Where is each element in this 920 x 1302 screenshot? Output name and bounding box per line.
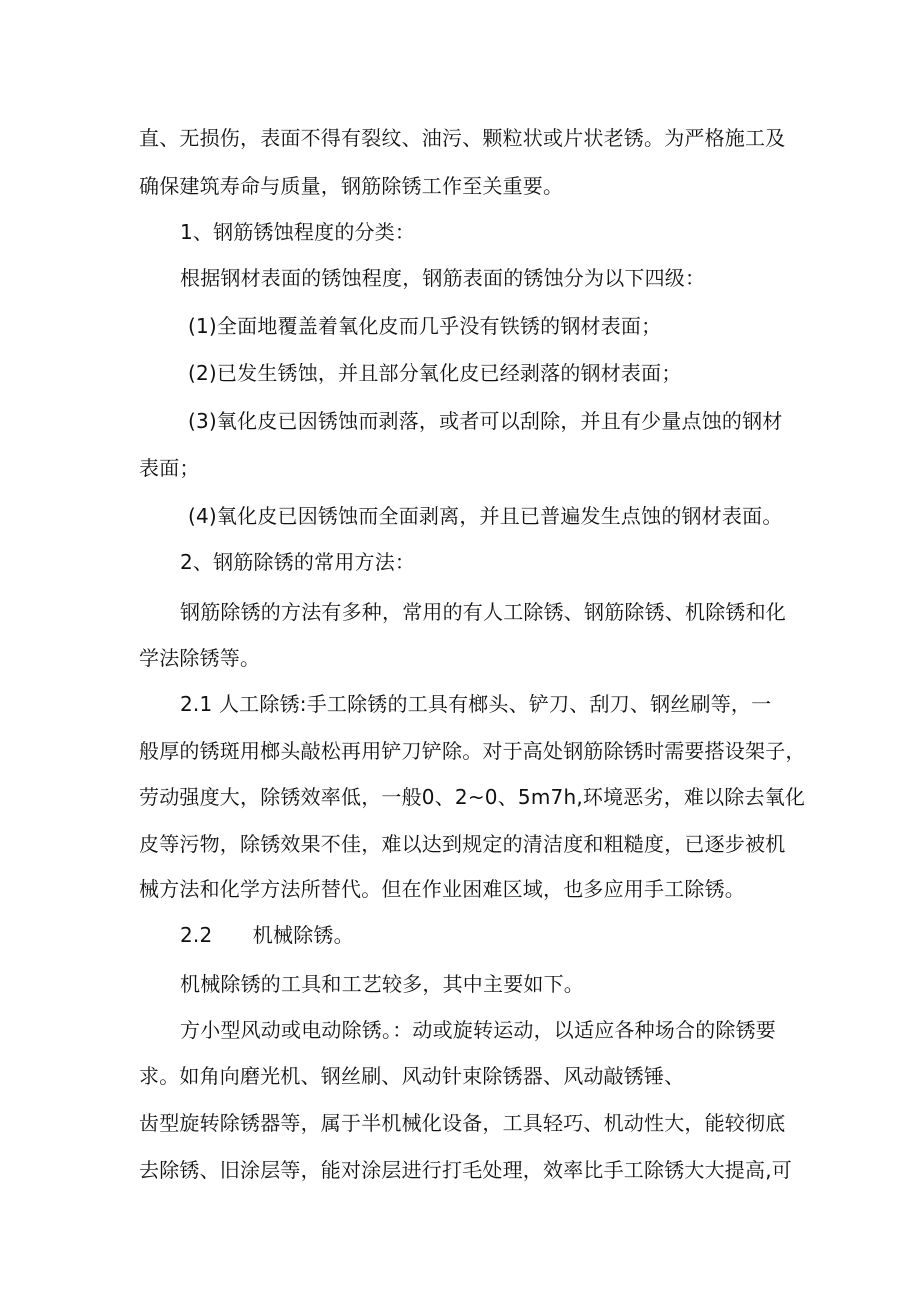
list-item: (4)氧化皮已因锈蚀而全面剥离，并且已普遍发生点蚀的钢材表面。 xyxy=(188,504,783,528)
text-line: 般厚的锈斑用榔头敲松再用铲刀铲除。对于高处钢筋除锈时需要搭设架子， xyxy=(139,739,806,763)
text-line: 械方法和化学方法所替代。但在作业困难区域，也多应用手工除锈。 xyxy=(139,877,745,901)
subsection-text: 2.1 人工除锈:手工除锈的工具有榔头、铲刀、刮刀、钢丝刷等，一 xyxy=(180,692,772,716)
text-line: 皮等污物，除锈效果不佳，难以达到规定的清洁度和粗糙度，已逐步被机 xyxy=(139,832,786,856)
list-item: (3)氧化皮已因锈蚀而剥落，或者可以刮除，并且有少量点蚀的钢材 xyxy=(188,409,783,433)
text-line: 方小型风动或电动除锈。：动或旋转运动，以适应各种场合的除锈要 xyxy=(180,1018,776,1042)
subsection-heading: 2.2 机械除锈。 xyxy=(180,923,354,947)
text-line: 求。如角向磨光机、钢丝刷、风动针束除锈器、风动敲锈锤、 xyxy=(139,1064,685,1088)
text-line: 齿型旋转除锈器等，属于半机械化设备，工具轻巧、机动性大，能较彻底 xyxy=(139,1111,786,1135)
section-heading: 1、钢筋锈蚀程度的分类： xyxy=(180,220,416,244)
text-line: 直、无损伤，表面不得有裂纹、油污、颗粒状或片状老锈。为严格施工及 xyxy=(139,126,786,150)
text-line: 机械除锈的工具和工艺较多，其中主要如下。 xyxy=(180,972,584,996)
list-item: (2)已发生锈蚀，并且部分氧化皮已经剥落的钢材表面； xyxy=(188,361,682,385)
text-line: 表面； xyxy=(139,456,200,480)
text-line: 劳动强度大，除锈效率低，一般0、2~0、5m7h,环境恶劣，难以除去氧化 xyxy=(139,785,806,809)
text-line: 学法除锈等。 xyxy=(139,646,261,670)
text-line: 确保建筑寿命与质量，钢筋除锈工作至关重要。 xyxy=(139,174,564,198)
text-line: 钢筋除锈的方法有多种，常用的有人工除锈、钢筋除锈、机除锈和化 xyxy=(180,600,786,624)
text-line: 去除锈、旧涂层等，能对涂层进行打毛处理，效率比手工除锈大大提高,可 xyxy=(139,1158,792,1182)
section-heading: 2、钢筋除锈的常用方法： xyxy=(180,550,416,574)
list-item: (1)全面地覆盖着氧化皮而几乎没有铁锈的钢材表面； xyxy=(188,314,662,338)
text-line: 根据钢材表面的锈蚀程度，钢筋表面的锈蚀分为以下四级： xyxy=(180,266,706,290)
